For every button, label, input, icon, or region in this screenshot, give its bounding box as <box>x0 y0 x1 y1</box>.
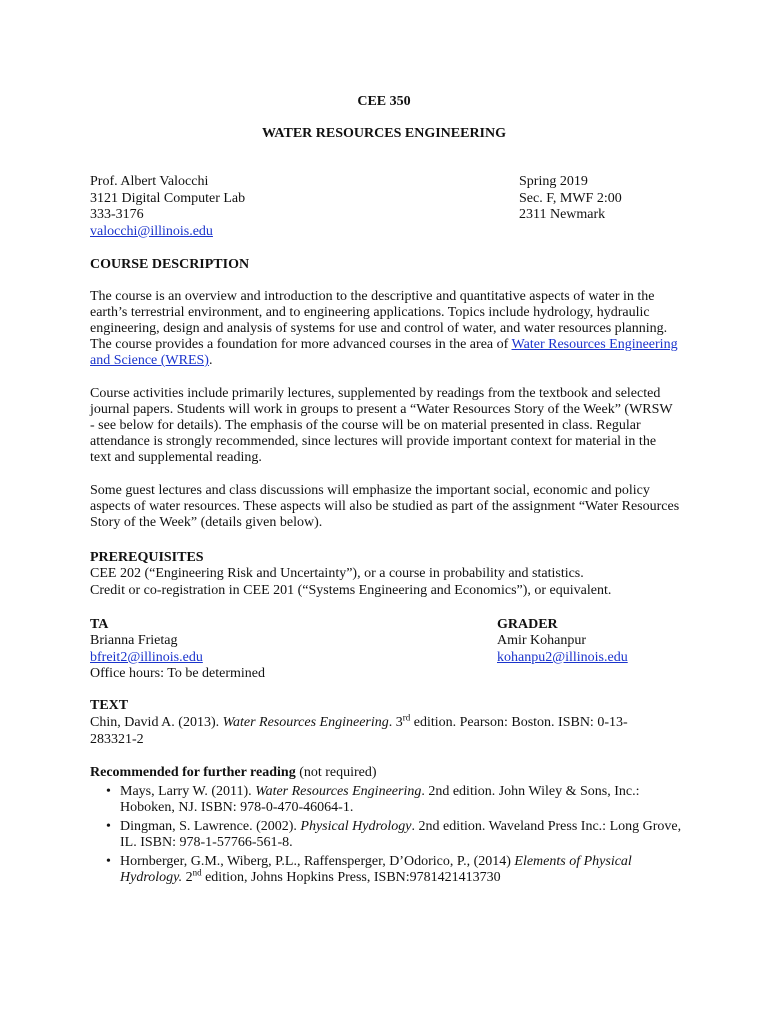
further-reading-list <box>90 784 690 887</box>
course-description-heading: COURSE DESCRIPTION <box>90 257 250 272</box>
prerequisites-section <box>90 549 680 599</box>
bullet-icon: • <box>106 853 111 869</box>
grader-heading: GRADER <box>497 617 558 632</box>
description-paragraph-3: Some guest lectures and class discussions will emphasize the important social, economic and policy aspects of water resources. These aspects will also be studied as part of the assignment “Water Resources Story of the Week” (details given below). <box>90 483 680 530</box>
instructor-name: Prof. Albert Valocchi <box>90 174 209 189</box>
ta-name: Brianna Frietag <box>90 633 178 648</box>
ta-email-link[interactable]: bfreit2@illinois.edu <box>90 649 203 665</box>
room: 2311 Newmark <box>519 207 606 222</box>
prerequisites-heading: PREREQUISITES <box>90 550 204 565</box>
term: Spring 2019 <box>519 174 588 189</box>
prerequisite-2: Credit or co-registration in CEE 201 (“Systems Engineering and Economics”), or equivalent. <box>90 582 612 598</box>
instructor-phone: 333-3176 <box>90 207 144 222</box>
textbook-citation: Chin, David A. (2013). Water Resources Engineering. 3rd edition. Pearson: Boston. ISBN: 0-13-283321-2 <box>90 712 628 747</box>
text-section <box>90 697 660 748</box>
schedule-info <box>519 174 622 224</box>
grader-info <box>497 616 628 666</box>
description-paragraph-2: Course activities include primarily lectures, supplemented by readings from the textbook and selected journal papers. Students will work in groups to present a “Water Resources Story of the Week” (WRSW - see below for details). The emphasis of the course will be on material presented in class. Regular attendance is strongly recommended, since lectures will provide important context for material in the text and supplemental reading. <box>90 386 673 465</box>
further-reading-section <box>90 765 690 889</box>
ta-office-hours: Office hours: To be determined <box>90 666 266 681</box>
bullet-icon: • <box>106 818 111 834</box>
ta-info <box>90 616 265 683</box>
instructor-info <box>90 174 245 240</box>
text-heading: TEXT <box>90 698 129 713</box>
wres-link[interactable]: Water Resources Engineering and Science (WRES) <box>90 337 678 368</box>
course-code: CEE 350 <box>357 94 411 109</box>
instructor-office: 3121 Digital Computer Lab <box>90 190 246 206</box>
bullet-icon: • <box>106 783 111 799</box>
textbook-title: Water Resources Engineering <box>222 715 389 730</box>
list-item: • Dingman, S. Lawrence. (2002). Physical Hydrology. 2nd edition. Waveland Press Inc.: Long Grove, IL. ISBN: 978-1-57766-561-8. <box>106 818 682 850</box>
prerequisite-1: CEE 202 (“Engineering Risk and Uncertainty”), or a course in probability and statistics. <box>90 566 584 581</box>
list-item: • Hornberger, G.M., Wiberg, P.L., Raffensperger, D’Odorico, P., (2014) Elements of Physical Hydrology. 2nd edition, Johns Hopkins Press, ISBN:9781421413730 <box>106 853 632 885</box>
list-item: • Mays, Larry W. (2011). Water Resources Engineering. 2nd edition. John Wiley & Sons, Inc.: Hoboken, NJ. ISBN: 978-0-470-46064-1. <box>106 783 640 815</box>
ta-heading: TA <box>90 617 109 632</box>
course-description-section <box>90 256 680 531</box>
description-paragraph-1: The course is an overview and introduction to the descriptive and quantitative aspects of water in the earth’s terrestrial environment, and to engineering applications. Topics include hydrology, hydraulic engineering, design and analysis of systems for use and control of water, and water resources planning. The course provides a foundation for more advanced courses in the area of Water Resources Engineering and Science (WRES). <box>90 289 678 368</box>
instructor-email-link[interactable]: valocchi@illinois.edu <box>90 223 213 239</box>
grader-email-link[interactable]: kohanpu2@illinois.edu <box>497 649 628 665</box>
course-title: WATER RESOURCES ENGINEERING <box>261 126 506 141</box>
section-time: Sec. F, MWF 2:00 <box>519 190 622 206</box>
grader-name: Amir Kohanpur <box>497 633 587 648</box>
further-reading-heading: Recommended for further reading (not required) <box>90 765 377 780</box>
